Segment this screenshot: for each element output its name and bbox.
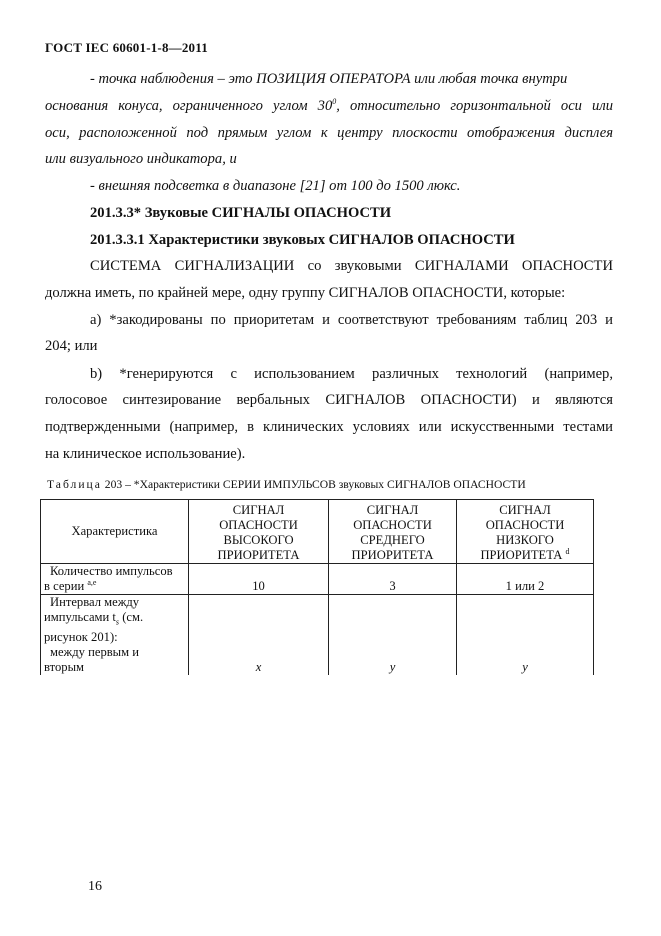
document-header: ГОСТ IEC 60601-1-8—2011: [45, 40, 208, 55]
degree-superscript: 0: [332, 97, 337, 107]
row-label-text: импульсами t: [44, 610, 116, 624]
item-b-line1: b) *генерируются с использованием различных технологий (например,: [90, 366, 613, 382]
table-row: [41, 564, 594, 595]
row-label-line: [44, 610, 185, 630]
row-label-line: между первым и: [50, 644, 140, 659]
row-label-line: Количество импульсов: [50, 564, 173, 578]
subsection-heading: 201.3.3.1 Характеристики звуковых СИГНАЛОВ ОПАСНОСТИ: [90, 232, 515, 248]
cell-high: 10: [189, 564, 329, 595]
para1-line2-text: основания конуса, ограниченного углом 30: [45, 98, 333, 114]
header-medium-line: ОПАСНОСТИ: [353, 518, 432, 532]
table-header-row: [41, 500, 594, 564]
para1-line2: [45, 98, 613, 115]
header-high-line: ОПАСНОСТИ: [219, 518, 298, 532]
item-a-line2: 204; или: [45, 338, 98, 354]
header-low-line-text: ПРИОРИТЕТА: [480, 548, 563, 562]
cell-medium: 3: [329, 564, 457, 595]
header-medium-line: ПРИОРИТЕТА: [351, 548, 434, 562]
header-low-line: [460, 548, 590, 563]
header-high-line: ВЫСОКОГО: [223, 533, 294, 547]
row-label-line: Интервал между: [50, 595, 140, 609]
para1-line4: или визуального индикатора, и: [45, 151, 237, 167]
table-caption-label: Таблица: [47, 478, 102, 491]
header-medium-line: СИГНАЛ: [366, 503, 419, 517]
row-label-line: [44, 579, 185, 594]
footnote-marker: d: [565, 546, 570, 556]
pulse-characteristics-table: [40, 499, 594, 675]
row-label-text: в серии: [44, 579, 85, 593]
footnote-marker: a,e: [87, 577, 97, 587]
header-characteristic: Характеристика: [41, 500, 189, 564]
para1-line2-text-end: , относительно горизонтальной оси или: [336, 98, 613, 114]
para3-line1: СИСТЕМА СИГНАЛИЗАЦИИ со звуковыми СИГНАЛАМИ ОПАСНОСТИ: [90, 258, 613, 274]
subscript: s: [115, 617, 120, 627]
section-heading: 201.3.3* Звуковые СИГНАЛЫ ОПАСНОСТИ: [90, 205, 392, 221]
table-caption: [47, 478, 526, 491]
header-low-line: СИГНАЛ: [499, 503, 551, 517]
item-b-line3: подтвержденными (например, в клинических условиях или искусственными тестами: [45, 419, 613, 435]
row-label-text: (см.: [119, 610, 144, 624]
header-low-priority: [457, 500, 594, 564]
header-medium-priority: [329, 500, 457, 564]
header-low-line: ОПАСНОСТИ: [485, 518, 565, 532]
header-low-line: НИЗКОГО: [496, 533, 554, 547]
cell-low: 1 или 2: [457, 564, 594, 595]
table-row: [41, 595, 594, 675]
cell-high: x: [189, 595, 329, 675]
cell-medium: y: [329, 595, 457, 675]
header-medium-line: СРЕДНЕГО: [360, 533, 425, 547]
item-b-line2: голосовое синтезирование вербальных СИГНАЛОВ ОПАСНОСТИ) и являются: [45, 392, 613, 408]
para1-line1: - точка наблюдения – это ПОЗИЦИЯ ОПЕРАТОРА или любая точка внутри: [90, 71, 568, 87]
row-label-pulse-count: [41, 564, 189, 595]
header-high-priority: [189, 500, 329, 564]
page-number: 16: [88, 879, 102, 894]
item-a-line1: а) *закодированы по приоритетам и соответствуют требованиям таблиц 203 и: [90, 312, 613, 328]
row-label-interval: [41, 595, 189, 675]
item-b-line4: на клиническое использование).: [45, 446, 246, 462]
table-caption-text: 203 – *Характеристики СЕРИИ ИМПУЛЬСОВ звуковых СИГНАЛОВ ОПАСНОСТИ: [101, 478, 526, 491]
para1-line3: оси, расположенной под прямым углом к центру плоскости отображения дисплея: [45, 125, 613, 141]
cell-low: y: [457, 595, 594, 675]
row-label-line: вторым: [44, 659, 84, 674]
row-label-line: рисунок 201):: [44, 629, 118, 644]
header-high-line: СИГНАЛ: [232, 503, 285, 517]
header-high-line: ПРИОРИТЕТА: [217, 548, 300, 562]
para2: - внешняя подсветка в диапазоне [21] от 100 до 1500 люкс.: [90, 178, 461, 194]
para3-line2: должна иметь, по крайней мере, одну группу СИГНАЛОВ ОПАСНОСТИ, которые:: [45, 285, 566, 301]
